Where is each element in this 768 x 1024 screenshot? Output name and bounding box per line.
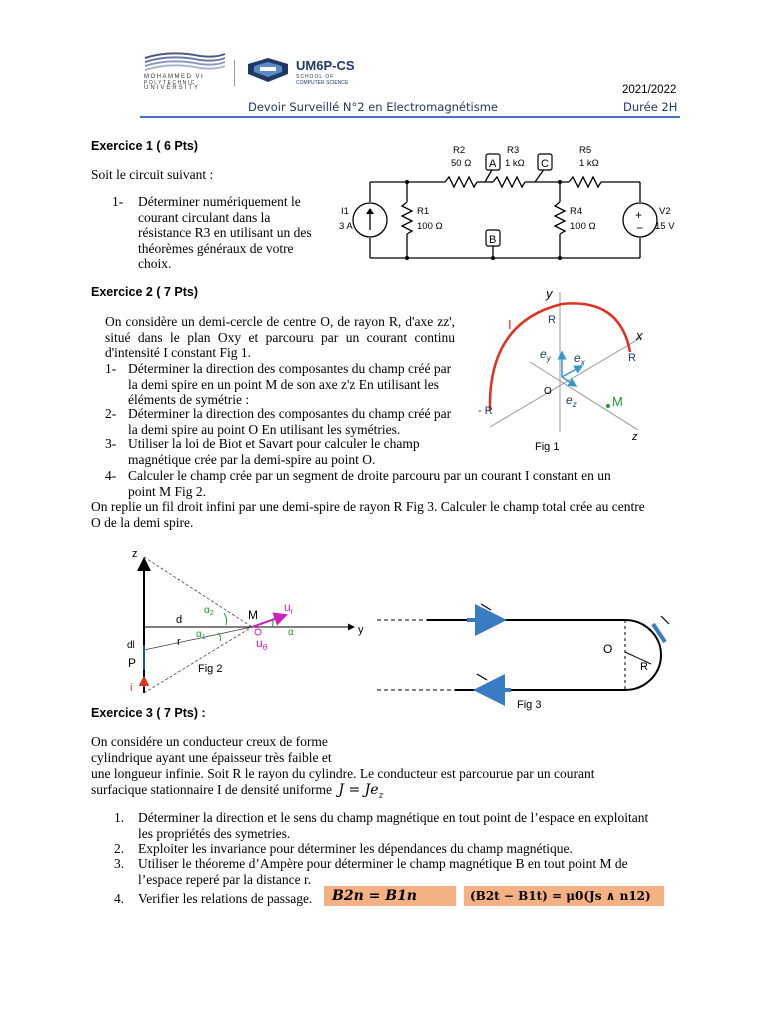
v2-label: V2: [659, 206, 671, 217]
header-rule: [140, 116, 680, 118]
figure-2: [122, 545, 372, 695]
school-logo: [244, 56, 374, 90]
fig2-i-label: i: [130, 682, 133, 694]
i1-value: 3 A: [339, 221, 353, 232]
exercise-2-question-3: [105, 436, 457, 467]
question-number: 1.: [114, 810, 125, 825]
r2-value: 50 Ω: [451, 158, 472, 169]
r4-value: 100 Ω: [570, 221, 596, 232]
exercise-2-heading: Exercice 2 ( 7 Pts): [91, 285, 199, 299]
fig3-radius-label: R: [640, 661, 648, 673]
r3-value: 1 kΩ: [505, 158, 525, 169]
fig1-y-label: y: [546, 286, 553, 301]
question-text: Déterminer la direction des composantes du champ créé par la demi spire en un point M de son axe z'z En utilisant les éléments de symétrie :: [128, 361, 452, 407]
relation-text: (B2t − B1t) = μ0(Js ∧ n12): [470, 889, 651, 903]
question-number: 1-: [112, 194, 124, 209]
exercise-2-intro: On considère un demi-cercle de centre O, de rayon R, d'axe zz', situé dans le plan Oxy et parcouru par un courant continu d'intensité I constant Fig 1.: [105, 314, 455, 360]
fig1-r-right-label: R: [628, 352, 636, 364]
v2-value: 15 V: [655, 221, 675, 232]
university-logo: [140, 48, 230, 94]
page-header: [0, 0, 768, 120]
exercise-3-heading: Exercice 3 ( 7 Pts) :: [91, 706, 206, 720]
exercise-3-question-1: [114, 810, 654, 841]
probe-a-label: A: [489, 158, 497, 170]
svg-text:−: −: [636, 221, 644, 235]
exercise-2-question-1: [105, 361, 457, 408]
r2-label: R2: [453, 145, 466, 156]
r3-label: R3: [507, 145, 520, 156]
fig2-y-label: y: [358, 624, 364, 636]
fig1-x-label: x: [636, 328, 643, 343]
fig1-ez-label: $e_z$: [566, 393, 577, 409]
r5-label: R5: [579, 145, 592, 156]
exercise-1-heading: Exercice 1 ( 6 Pts): [91, 139, 199, 153]
i1-label: I1: [341, 206, 349, 217]
figure-3: [375, 590, 675, 715]
question-text: Utiliser le théoreme d’Ampère pour déterminer le champ magnétique B en tout point M de l’espace reperé par la distance r.: [138, 856, 628, 887]
school-sub-2: COMPUTER SCIENCE: [296, 80, 349, 86]
exercise-2-question-4: [105, 468, 640, 499]
exercise-1-intro: Soit le circuit suivant :: [91, 167, 214, 182]
exercise-2-question-2: [105, 406, 457, 437]
density-formula: $J = Je_z$: [338, 782, 384, 801]
fig1-origin-label: O: [544, 386, 552, 397]
fig3-origin-label: O: [603, 642, 613, 656]
exercise-3-question-3: [114, 856, 654, 887]
question-number: 4.: [114, 891, 125, 906]
exercise-1-question-1: [112, 194, 322, 272]
r1-label: R1: [417, 206, 430, 217]
exercise-3-question-2: [114, 841, 654, 857]
exam-duration: Durée 2H: [623, 100, 678, 114]
exercise-2-outro: On replie un fil droit infini par une demi-spire de rayon R Fig 3. Calculer le champ total crée au centre O de la demi spire.: [91, 499, 645, 530]
question-text: Déterminer la direction des composantes du champ créé par la demi spire au point O En utilisant les symétries.: [128, 406, 452, 437]
relation-text: B2n = B1n: [332, 888, 417, 904]
question-number: 2.: [114, 841, 125, 856]
r5-value: 1 kΩ: [579, 158, 599, 169]
fig1-ex-label: $e_x$: [574, 351, 585, 367]
fig1-caption: Fig 1: [535, 441, 560, 452]
question-text: Verifier les relations de passage.: [138, 891, 313, 906]
circuit-diagram: [335, 140, 675, 272]
question-text: Utiliser la loi de Biot et Savart pour calculer le champ magnétique crée par la demi-spire au point O.: [128, 436, 420, 467]
school-sub-1: SCHOOL OF: [296, 74, 335, 80]
university-name-1: MOHAMMED VI: [144, 74, 205, 80]
exercise-3-intro-2: cylindrique ayant une épaisseur très faible et: [91, 750, 332, 765]
r1-value: 100 Ω: [417, 221, 443, 232]
question-number: 3-: [105, 436, 117, 451]
fig2-p-label: P: [128, 656, 137, 670]
question-text: Déterminer numériquement le courant circulant dans la résistance R3 en utilisant un des théorèmes généraux de votre choix.: [138, 194, 312, 271]
fig1-minus-r-label: - R: [478, 405, 493, 417]
exercise-3-intro-3: une longueur infinie. Soit R le rayon du cylindre. Le conducteur est parcourue par un courant: [91, 766, 595, 781]
figure-1: [470, 282, 670, 452]
fig2-caption: Fig 2: [198, 663, 223, 675]
probe-c-label: C: [541, 158, 549, 170]
school-name: UM6P-CS: [296, 58, 355, 73]
school-logo-icon: [244, 56, 292, 86]
fig2-r-label: r: [177, 636, 181, 648]
fig1-m-label: M: [612, 394, 623, 409]
passage-relation-tangential: [464, 886, 664, 906]
academic-year: 2021/2022: [622, 84, 677, 96]
r4-label: R4: [570, 206, 583, 217]
university-name-3: UNIVERSITY: [144, 85, 201, 91]
exercise-3-intro-1: On considére un conducteur creux de forme: [91, 734, 328, 749]
fig2-dl-label: dl: [127, 640, 135, 651]
fig1-z-label: z: [632, 431, 638, 443]
exam-title: Devoir Surveillé N°2 en Electromagnétisme: [248, 100, 498, 114]
university-name-2: POLYTECHNIC: [144, 80, 196, 86]
question-text: Calculer le champ crée par un segment de droite parcouru par un courant I constant en un point M Fig 2.: [128, 468, 611, 499]
fig2-z-label: z: [132, 548, 138, 560]
fig1-r-top-label: R: [548, 314, 556, 326]
fig2-alpha-label: α: [288, 627, 294, 638]
fig2-utheta-label: $u_\theta$: [256, 636, 268, 652]
intro-text: surfacique stationnaire I de densité uniforme: [91, 782, 333, 797]
question-number: 3.: [114, 856, 125, 871]
fig2-ur-label: $u_r$: [284, 600, 294, 616]
fig2-alpha1-label: $\alpha_1$: [196, 629, 206, 641]
fig1-ey-label: $e_y$: [540, 347, 551, 363]
fig2-m-label: M: [248, 608, 258, 622]
question-number: 1-: [105, 361, 117, 376]
exercise-3-intro-4: [91, 782, 383, 804]
svg-text:+: +: [635, 208, 643, 222]
fig2-d-label: d: [176, 614, 183, 626]
fig2-alpha2-label: $\alpha_2$: [204, 605, 214, 617]
question-number: 2-: [105, 406, 117, 421]
question-number: 4-: [105, 468, 117, 483]
fig3-caption: Fig 3: [517, 699, 542, 711]
question-text: Déterminer la direction et le sens du champ magnétique en tout point de l’espace en exploitant les propriétés des symetries.: [138, 810, 649, 841]
question-text: Exploiter les invariance pour déterminer les dépendances du champ magnétique.: [138, 841, 573, 856]
passage-relation-normal: [324, 886, 456, 906]
fig1-current-label: I: [508, 317, 512, 332]
logo-divider: [234, 60, 235, 86]
probe-b-label: B: [489, 234, 497, 246]
